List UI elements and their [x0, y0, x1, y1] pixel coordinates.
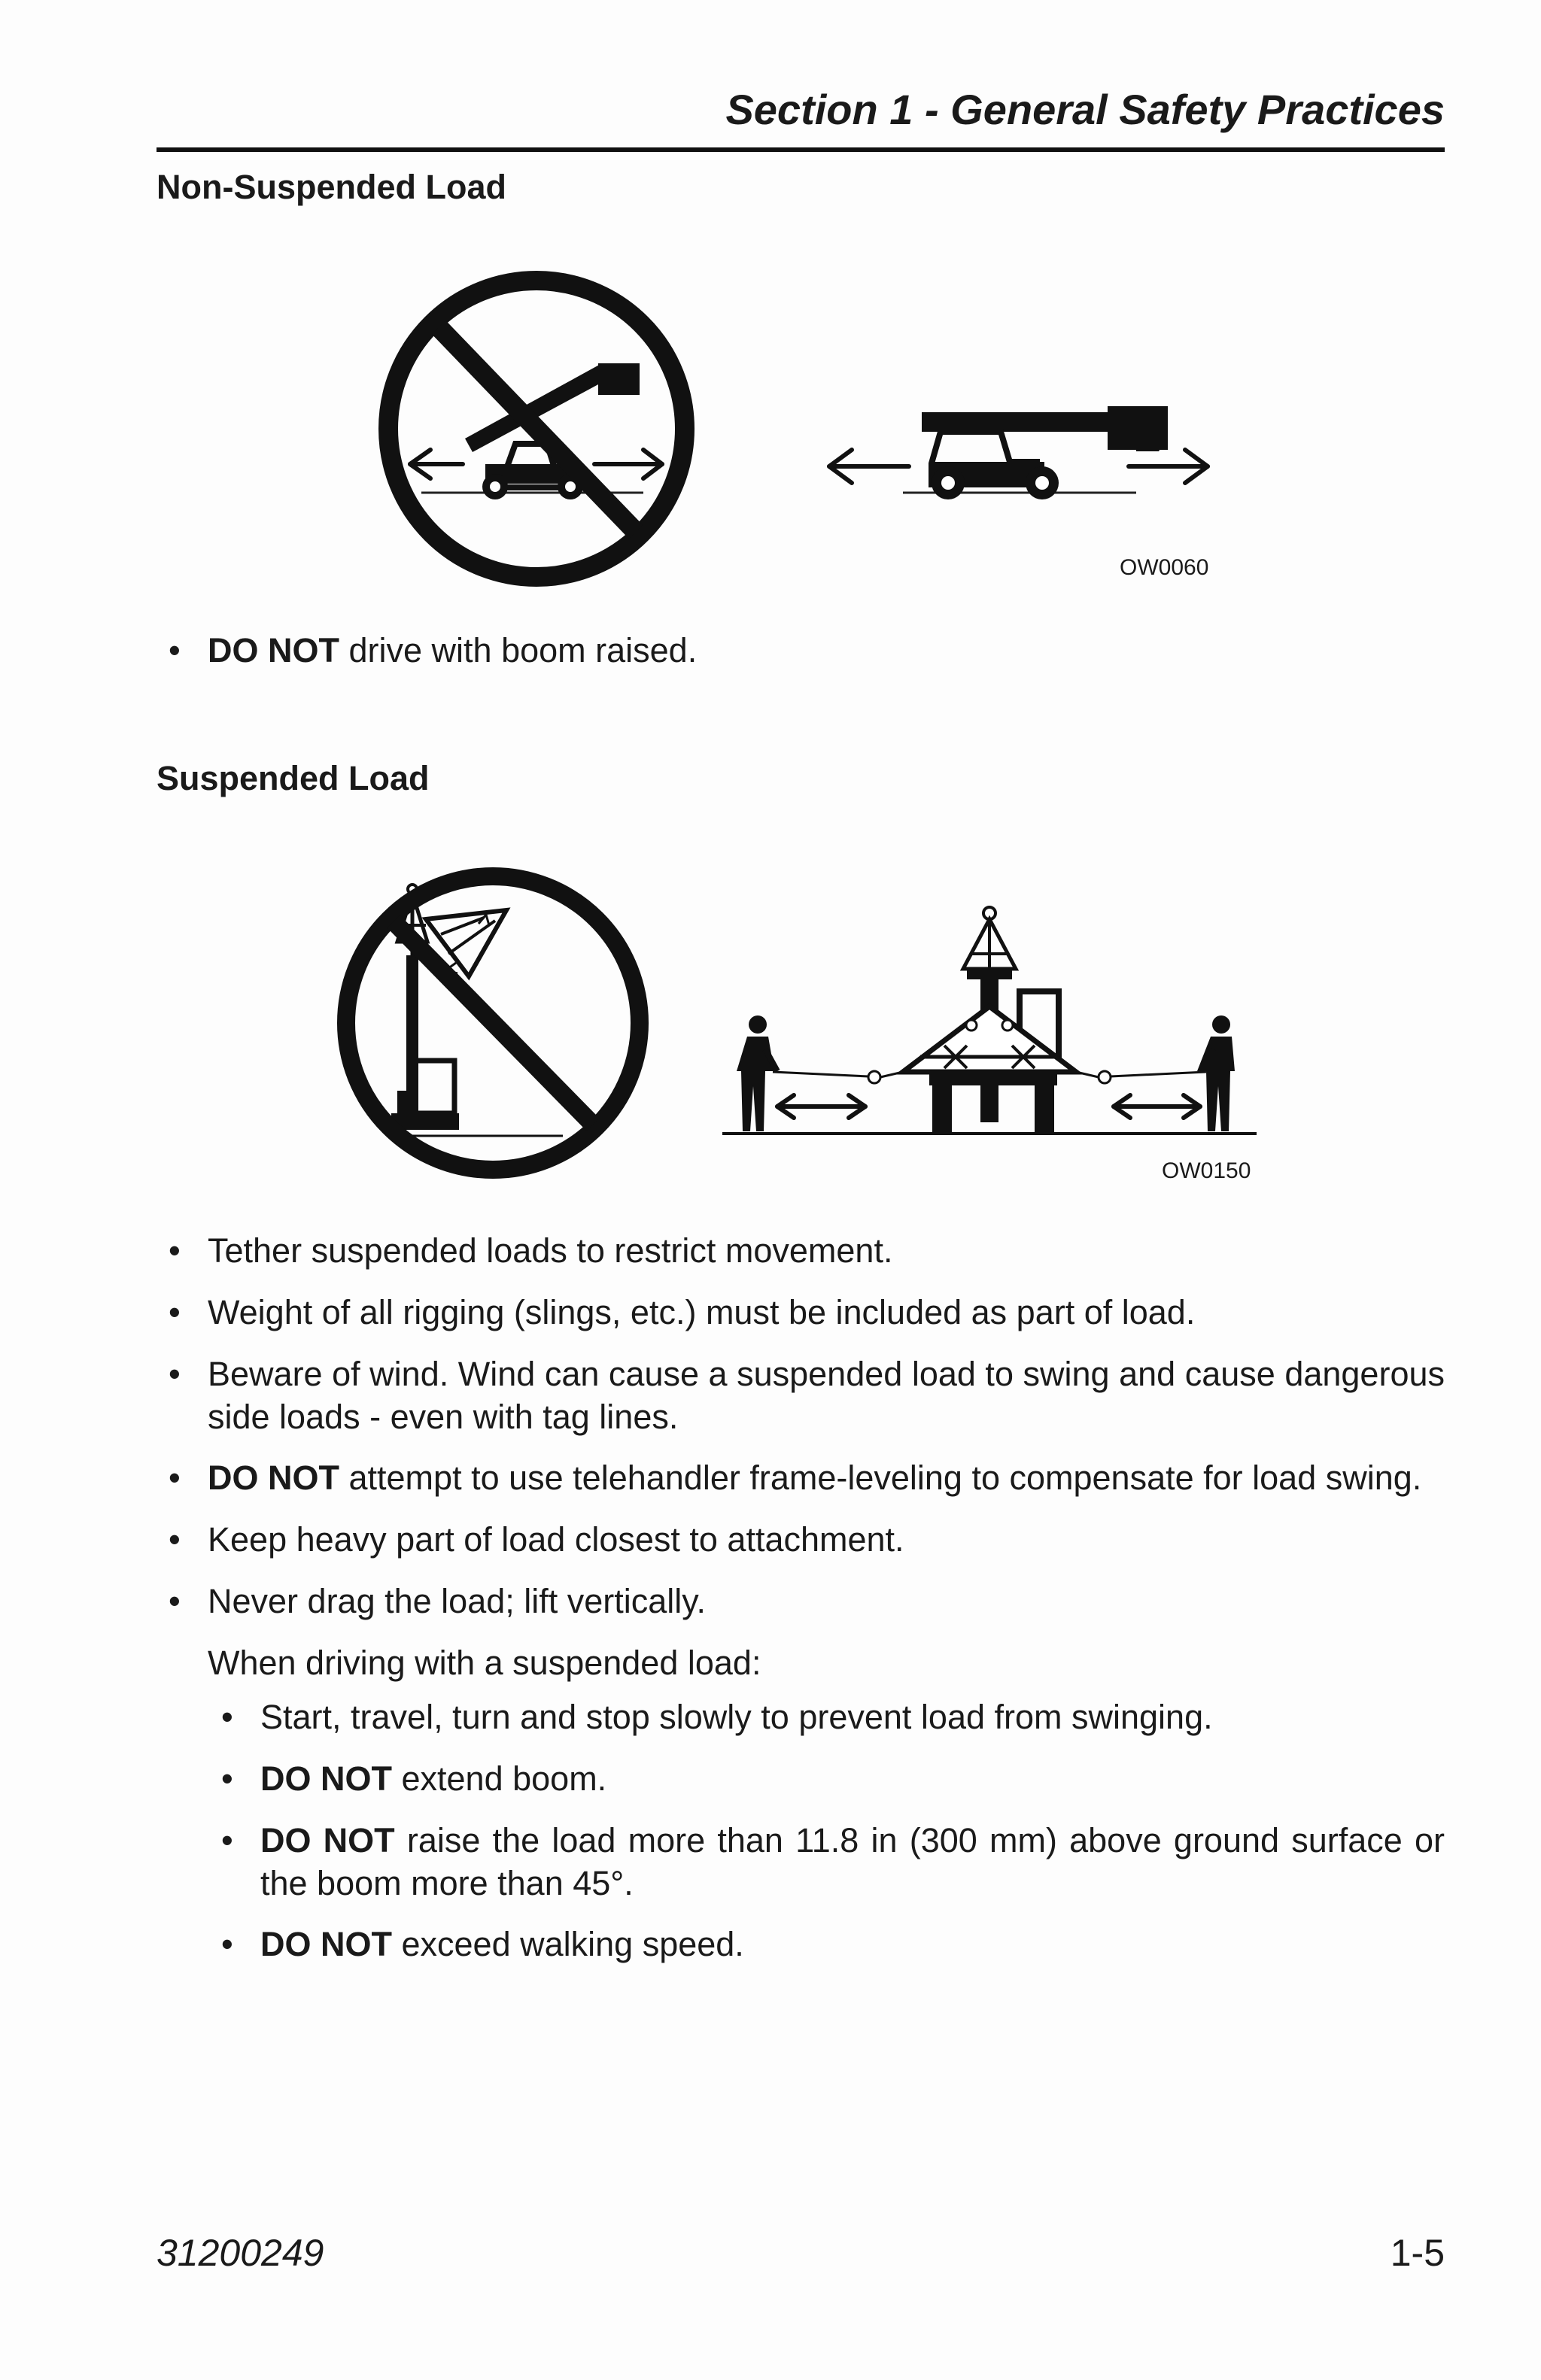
bullet-no-raise-load: • DO NOT raise the load more than 11.8 in (300 mm) above ground surface or the boom more than 45°. — [260, 1819, 1445, 1905]
bullet-no-drive-boom-raised: • DO NOT drive with boom raised. — [208, 629, 1445, 672]
bullet-beware-wind: • Beware of wind. Wind can cause a suspended load to swing and cause dangerous side loads - even with tag lines. — [208, 1352, 1445, 1438]
bullet-never-drag: • Never drag the load; lift vertically. — [208, 1580, 1445, 1623]
header-rule — [157, 147, 1445, 152]
bullet-no-exceed-walking-speed: • DO NOT exceed walking speed. — [260, 1923, 1445, 1966]
telehandler-icon — [903, 406, 1168, 499]
bullet-heavy-part-closest: • Keep heavy part of load closest to attachment. — [208, 1518, 1445, 1561]
person-icon — [737, 1015, 777, 1131]
bullet-no-frame-leveling: • DO NOT attempt to use telehandler frame-leveling to compensate for load swing. — [208, 1456, 1445, 1499]
driving-intro: When driving with a suspended load: — [208, 1644, 761, 1682]
prohibition-icon — [346, 876, 640, 1170]
section-title: Section 1 - General Safety Practices — [725, 86, 1445, 133]
figure-no-driving-boom-raised — [376, 267, 707, 590]
figure-tethered-suspended-load — [719, 903, 1260, 1151]
bullet-start-travel-slowly: • Start, travel, turn and stop slowly to prevent load from swinging. — [260, 1695, 1445, 1738]
bullet-tether-loads: • Tether suspended loads to restrict movement. — [208, 1229, 1445, 1272]
bullet-rigging-weight: • Weight of all rigging (slings, etc.) must be included as part of load. — [208, 1291, 1445, 1334]
figure-no-high-suspended-lift — [337, 865, 653, 1181]
figure-code-ow0060: OW0060 — [1120, 555, 1209, 580]
heading-non-suspended-load: Non-Suspended Load — [157, 168, 506, 206]
heading-suspended-load: Suspended Load — [157, 759, 430, 797]
person-icon — [1197, 1015, 1235, 1131]
footer-doc-number: 31200249 — [157, 2232, 324, 2274]
figure-code-ow0150: OW0150 — [1162, 1158, 1251, 1183]
bullet-no-extend-boom: • DO NOT extend boom. — [260, 1757, 1445, 1800]
telehandler-icon — [773, 907, 1206, 1132]
footer-page-number: 1-5 — [1390, 2232, 1445, 2274]
prohibition-icon — [388, 281, 685, 577]
figure-boom-lowered — [820, 391, 1226, 504]
